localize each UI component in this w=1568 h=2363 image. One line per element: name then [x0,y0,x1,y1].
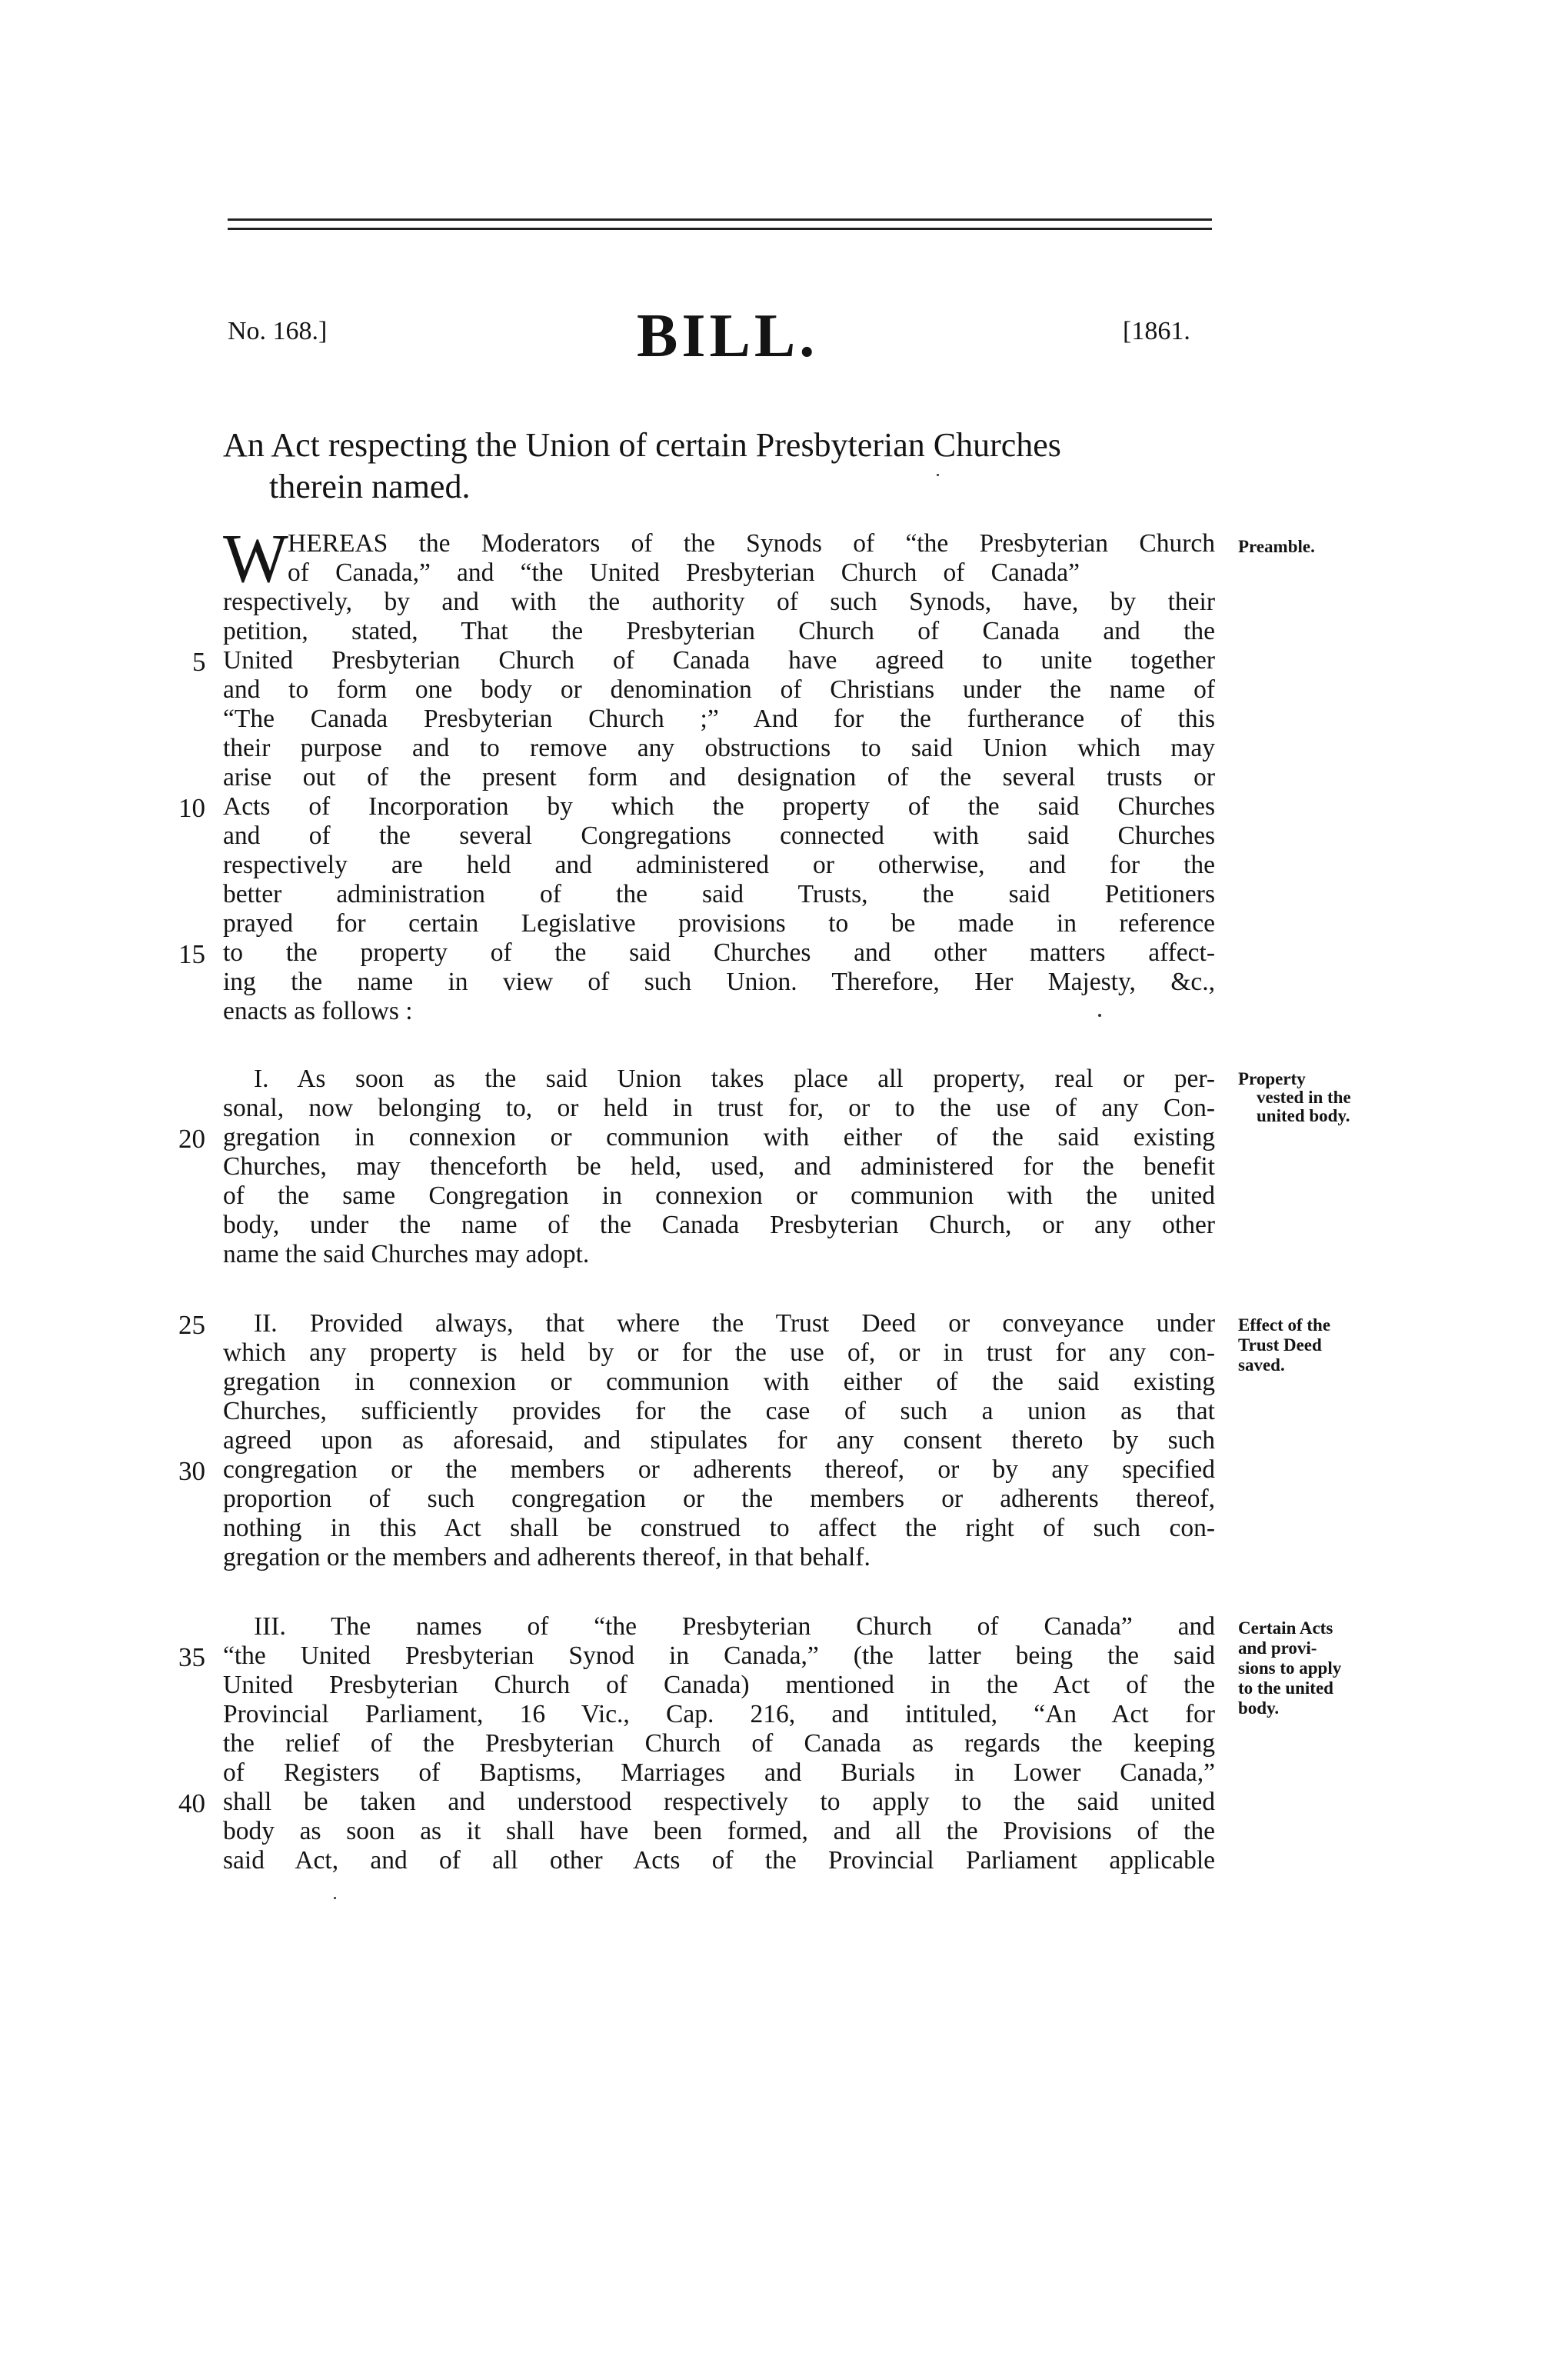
section-2-line: nothing in this Act shall be construed to affect the right of such con- [223,1514,1215,1542]
section-3-line: III. The names of “the Presbyterian Church of Canada” and [254,1612,1215,1641]
margin-note-effect: Trust Deed [1238,1335,1322,1355]
margin-note-property: united body. [1257,1106,1350,1125]
margin-note-acts: to the united [1238,1678,1333,1698]
act-title-line-2: therein named. [269,468,471,505]
bill-number: No. 168.] [228,317,328,345]
section-2-line: agreed upon as aforesaid, and stipulates for any consent thereto by such [223,1426,1215,1455]
preamble-line: respectively are held and administered or otherwise, and for the [223,851,1215,879]
margin-note-effect: Effect of the [1238,1315,1331,1335]
print-speck [937,474,939,476]
preamble-line: to the property of the said Churches and other matters affect- [223,938,1215,967]
preamble-line: “The Canada Presbyterian Church ;” And for the furtherance of this [223,705,1215,733]
section-2-line: proportion of such congregation or the members or adherents thereof, [223,1485,1215,1513]
preamble-line: respectively, by and with the authority of such Synods, have, by their [223,588,1215,616]
section-2-line: Churches, sufficiently provides for the case of such a union as that [223,1397,1215,1425]
margin-note-property: Property [1238,1069,1306,1088]
section-3-line: shall be taken and understood respectively to apply to the said united [223,1788,1215,1816]
section-2-line: congregation or the members or adherents thereof, or by any specified [223,1455,1215,1484]
top-rule [228,218,1212,221]
preamble-line: ing the name in view of such Union. Therefore, Her Majesty, &c., [223,968,1215,996]
line-number: 5 [192,647,206,677]
preamble-line: prayed for certain Legislative provisions to be made in reference [223,909,1215,938]
margin-note-acts: sions to apply [1238,1658,1342,1678]
preamble-line: their purpose and to remove any obstructions to said Union which may [223,734,1215,762]
margin-note-acts: Certain Acts [1238,1618,1333,1638]
act-title [223,425,1284,508]
section-3-line: “the United Presbyterian Synod in Canada,” (the latter being the said [223,1641,1215,1670]
preamble-line: enacts as follows : [223,997,413,1025]
margin-note-acts: body. [1238,1698,1280,1718]
print-speck [334,1897,336,1899]
line-number: 25 [178,1310,205,1340]
section-1-line: gregation in connexion or communion with either of the said existing [223,1123,1215,1152]
line-number: 40 [178,1788,205,1818]
preamble-line: United Presbyterian Church of Canada have agreed to unite together [223,646,1215,675]
section-3-line: said Act, and of all other Acts of the Provincial Parliament applicable [223,1846,1215,1875]
section-1-line: of the same Congregation in connexion or communion with the united [223,1182,1215,1210]
margin-note-acts: and provi- [1238,1638,1317,1658]
top-rule-double [228,228,1212,230]
bill-year: [1861. [1123,317,1190,345]
drop-cap: W [223,521,288,597]
section-1-line: sonal, now belonging to, or held in trust for, or to the use of any Con- [223,1094,1215,1122]
section-1-line: body, under the name of the Canada Presbyterian Church, or any other [223,1211,1215,1239]
section-1-line: I. As soon as the said Union takes place all property, real or per- [254,1065,1215,1093]
margin-note-preamble: Preamble. [1238,537,1315,556]
act-title-line-1: An Act respecting the Union of certain Presbyterian Churches [223,426,1061,464]
preamble-line: petition, stated, That the Presbyterian Church of Canada and the [223,617,1215,645]
margin-note-property: vested in the [1257,1088,1351,1107]
preamble-line: Acts of Incorporation by which the property of the said Churches [223,792,1215,821]
print-speck [1098,1014,1101,1017]
line-number: 30 [178,1456,205,1486]
preamble-line: and to form one body or denomination of Christians under the name of [223,675,1215,704]
section-3-line: of Registers of Baptisms, Marriages and Burials in Lower Canada,” [223,1758,1215,1787]
section-3-line: Provincial Parliament, 16 Vic., Cap. 216, and intituled, “An Act for [223,1700,1215,1728]
preamble-line: better administration of the said Trusts, the said Petitioners [223,880,1215,908]
bill-heading: BILL. [637,302,819,370]
line-number: 20 [178,1124,205,1154]
section-3-line: body as soon as it shall have been formed, and all the Provisions of the [223,1817,1215,1845]
section-1-line: name the said Churches may adopt. [223,1240,590,1268]
line-number: 10 [178,793,205,823]
line-number: 15 [178,939,205,969]
section-2-line: gregation in connexion or communion with either of the said existing [223,1368,1215,1396]
section-2-line: gregation or the members and adherents thereof, in that behalf. [223,1543,871,1571]
margin-note-effect: saved. [1238,1355,1285,1375]
preamble-line: of Canada,” and “the United Presbyterian Church of Canada” [288,558,1080,587]
preamble-line: HEREAS the Moderators of the Synods of “the Presbyterian Church [288,529,1215,558]
section-2-line: II. Provided always, that where the Trust Deed or conveyance under [254,1309,1215,1338]
line-number: 35 [178,1642,205,1672]
section-1-line: Churches, may thenceforth be held, used, and administered for the benefit [223,1152,1215,1181]
section-3-line: the relief of the Presbyterian Church of Canada as regards the keeping [223,1729,1215,1758]
preamble-line: and of the several Congregations connected with said Churches [223,822,1215,850]
section-3-line: United Presbyterian Church of Canada) mentioned in the Act of the [223,1671,1215,1699]
preamble-line: arise out of the present form and designation of the several trusts or [223,763,1215,792]
section-2-line: which any property is held by or for the use of, or in trust for any con- [223,1338,1215,1367]
